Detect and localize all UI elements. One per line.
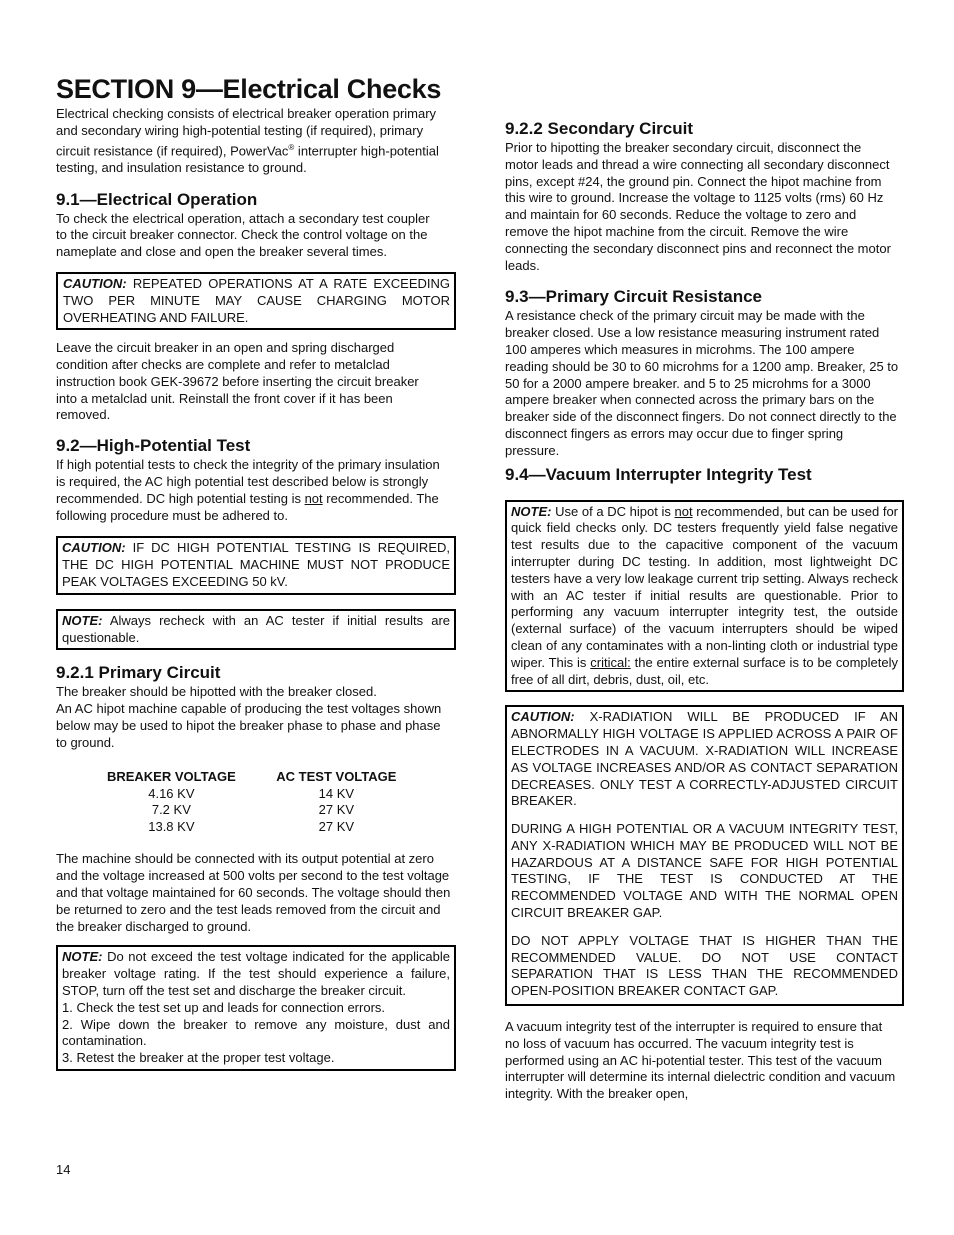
s921-paragraph-1 xyxy=(56,684,446,751)
s921-note-text xyxy=(62,949,450,999)
voltage-table xyxy=(86,767,416,836)
s92-note-text xyxy=(62,613,450,647)
caution-body: IF DC HIGH POTENTIAL TESTING IS REQUIRED, THE DC HIGH POTENTIAL MACHINE MUST NOT PRODUCE PEAK VOLTAGES EXCEEDING 50 kV. xyxy=(62,540,450,590)
s92-text-b: recommended. The following procedure must be adhered to. xyxy=(56,490,439,523)
table-cell: 7.2 KV xyxy=(151,802,191,818)
s93-paragraph: A resistance check of the primary circuit may be made with the breaker closed. Use a low resistance measuring instrument rated 100 amperes which measures in microhms. The 100 ampere reading should be 30 to 60 microhms for a 1200 amp. Breaker, 25 to 50 for a 2000 ampere breaker. and 5 to 25 microhms for a 3000 ampere breaker when connected across the primary bars on the breaker side of the disconnect fingers. Do not connect directly to the disconnect fingers as errors may occur due to finger spring pressure. xyxy=(505,308,899,458)
s91-caution-text xyxy=(63,276,450,326)
table-row xyxy=(86,802,416,819)
table-cell: 27 KV xyxy=(318,802,355,818)
table-cell: 4.16 KV xyxy=(148,785,195,801)
right-column xyxy=(505,118,900,1103)
s922-paragraph: Prior to hipotting the breaker secondary circuit, disconnect the motor leads and thread a wire connecting all secondary disconnect pins, except #24, the ground pin. Connect the hipot machine from this wire to ground. Increase the voltage to 1125 volts (rms) 60 Hz and maintain for 60 seconds. Reduce the voltage to zero and remove the hipot machine from the circuit. Remove the wire connecting the secondary disconnect pins and reconnect the motor leads. xyxy=(505,140,891,273)
s94-paragraph: A vacuum integrity test of the interrupter is required to ensure that no loss of vacuum has occurred. The vacuum integrity test is performed using an AC hi-potential tester. This test of the vacuum interrupter will determine its internal dielectric condition and vacuum integrity. With the breaker open, xyxy=(505,1019,896,1102)
table-cell: 14 KV xyxy=(318,785,355,801)
s94-note-text xyxy=(511,504,898,689)
caution-body: X-RADIATION WILL BE PRODUCED IF AN ABNORMALLY HIGH VOLTAGE IS APPLIED ACROSS A PAIR OF ELECTRODES IN A VACUUM. X-RADIATION WILL INCREASE AS VOLTAGE INCREASES AND/OR AS CONTACT SEPARATION DECREASES. ONLY TEST A CORRECTLY-ADJUSTED CIRCUIT BREAKER. xyxy=(511,709,898,809)
intro-paragraph xyxy=(56,106,446,177)
table-row xyxy=(86,819,416,836)
s94-caution-p1 xyxy=(511,709,898,810)
note-body-b: recommended, but can be used for quick field checks only. DC testers frequently yield false negative test results due to the capacitive component of the vacuum interrupter during DC testing. In addition, most lightweight DC testers have a very low leakage current trip setting. Always recheck with an AC tester if initial results are questionable. Prior to performing any vacuum interrupter integrity test, the outside (external surface) of the vacuum interrupters should be wiped clean of any contaminates with a non-linting cloth or industrial type wiper. This is xyxy=(511,503,898,670)
caution-body: REPEATED OPERATIONS AT A RATE EXCEEDING TWO PER MINUTE MAY CAUSE CHARGING MOTOR OVERHEATING AND FAILURE. xyxy=(63,275,450,325)
note-body-a: Use of a DC hipot is xyxy=(551,503,675,519)
table-row xyxy=(86,786,416,803)
table-cell: 13.8 KV xyxy=(148,818,195,834)
caution-label: CAUTION: xyxy=(511,709,575,725)
s94-note-box xyxy=(505,500,904,693)
caution-label: CAUTION: xyxy=(63,275,127,291)
s92-paragraph xyxy=(56,457,451,524)
heading-9-1: 9.1—Electrical Operation xyxy=(56,189,258,209)
heading-9-2-1: 9.2.1 Primary Circuit xyxy=(56,663,221,683)
note-underline-not: not xyxy=(674,503,693,519)
s94-caution-p3: DO NOT APPLY VOLTAGE THAT IS HIGHER THAN THE RECOMMENDED VALUE. DO NOT USE CONTACT SEPARATION THAT IS LESS THAN THE RECOMMENDED OPEN-POSITION BREAKER CONTACT GAP. xyxy=(511,932,898,999)
s921-paragraph-2: The machine should be connected with its output potential at zero and the voltage increased at 500 volts per second to the test voltage and that voltage maintained for 60 seconds. The voltage should then be returned to zero and the test leads removed from the circuit and the breaker discharged to ground. xyxy=(56,851,451,934)
page-number: 14 xyxy=(56,1162,71,1177)
s921-line-1: The breaker should be hipotted with the breaker closed. xyxy=(56,684,377,700)
s921-note-box xyxy=(56,945,456,1071)
note-label: NOTE: xyxy=(511,503,552,519)
note-step: 2. Wipe down the breaker to remove any moisture, dust and contamination. xyxy=(62,1016,450,1049)
note-body-c: the entire external surface is to be completely free of all dirt, debris, dust, oil, etc. xyxy=(511,654,898,687)
note-label: NOTE: xyxy=(62,949,103,965)
note-step: 1. Check the test set up and leads for connection errors. xyxy=(62,999,386,1015)
heading-9-4: 9.4—Vacuum Interrupter Integrity Test xyxy=(505,464,812,484)
s94-caution-box xyxy=(505,705,904,1006)
heading-9-3: 9.3—Primary Circuit Resistance xyxy=(505,287,763,307)
s94-caution-p2: DURING A HIGH POTENTIAL OR A VACUUM INTEGRITY TEST, ANY X-RADIATION WHICH MAY BE PRODUCED WILL NOT BE HAZARDOUS AT A DISTANCE SAFE FOR HIGH POTENTIAL TESTING, IF THE TEST IS CONDUCTED AT THE RECOMMENDED VOLTAGE AND WITH THE NORMAL OPEN CIRCUIT BREAKER GAP. xyxy=(511,821,898,921)
note-body: Do not exceed the test voltage indicated for the applicable breaker voltage rating. If the test should experience a failure, STOP, turn off the test set and discharge the breaker circuit. xyxy=(62,949,450,998)
heading-9-2-2: 9.2.2 Secondary Circuit xyxy=(505,119,694,138)
table-cell: 27 KV xyxy=(318,818,355,834)
left-column xyxy=(56,106,456,1071)
note-label: NOTE: xyxy=(62,612,103,628)
s92-note-box xyxy=(56,609,456,651)
table-header-row xyxy=(86,767,416,786)
intro-text: Electrical checking consists of electrical breaker operation primary and secondary wiring high-potential testing (if required), primary circuit resistance (if required), PowerVac xyxy=(56,106,437,158)
heading-9-2: 9.2—High-Potential Test xyxy=(56,436,251,456)
s92-caution-text xyxy=(62,540,450,590)
s92-text-a: If high potential tests to check the integrity of the primary insulation is required, the AC high potential test described below is strongly recommended. DC high potential testing is xyxy=(56,457,440,506)
s92-underline: not xyxy=(304,490,323,506)
column-header-ac-test-voltage: AC TEST VOLTAGE xyxy=(276,768,397,784)
note-body: Always recheck with an AC tester if initial results are questionable. xyxy=(62,612,450,645)
s921-line-2: An AC hipot machine capable of producing the test voltages shown below may be used to hipot the breaker phase to phase and phase to ground. xyxy=(56,701,442,750)
registered-mark: ® xyxy=(288,142,295,152)
note-step: 3. Retest the breaker at the proper test voltage. xyxy=(62,1050,335,1066)
caution-label: CAUTION: xyxy=(62,540,126,556)
intro-text-end: interrupter high-potential testing, and insulation resistance to ground. xyxy=(56,142,439,175)
s91-paragraph-2: Leave the circuit breaker in an open and spring discharged condition after checks are complete and refer to metalclad instruction book GEK-39672 before inserting the circuit breaker into a metalclad unit. Reinstall the front cover if it has been removed. xyxy=(56,340,419,423)
s92-caution-box xyxy=(56,536,456,594)
note-underline-critical: critical: xyxy=(590,654,631,670)
s91-paragraph-1: To check the electrical operation, attach a secondary test coupler to the circuit breaker connector. Check the control voltage on the nameplate and close and open the breaker several times. xyxy=(56,210,430,260)
page-title: SECTION 9—Electrical Checks xyxy=(56,74,442,104)
column-header-breaker-voltage: BREAKER VOLTAGE xyxy=(106,768,236,784)
s91-caution-box xyxy=(56,272,456,330)
